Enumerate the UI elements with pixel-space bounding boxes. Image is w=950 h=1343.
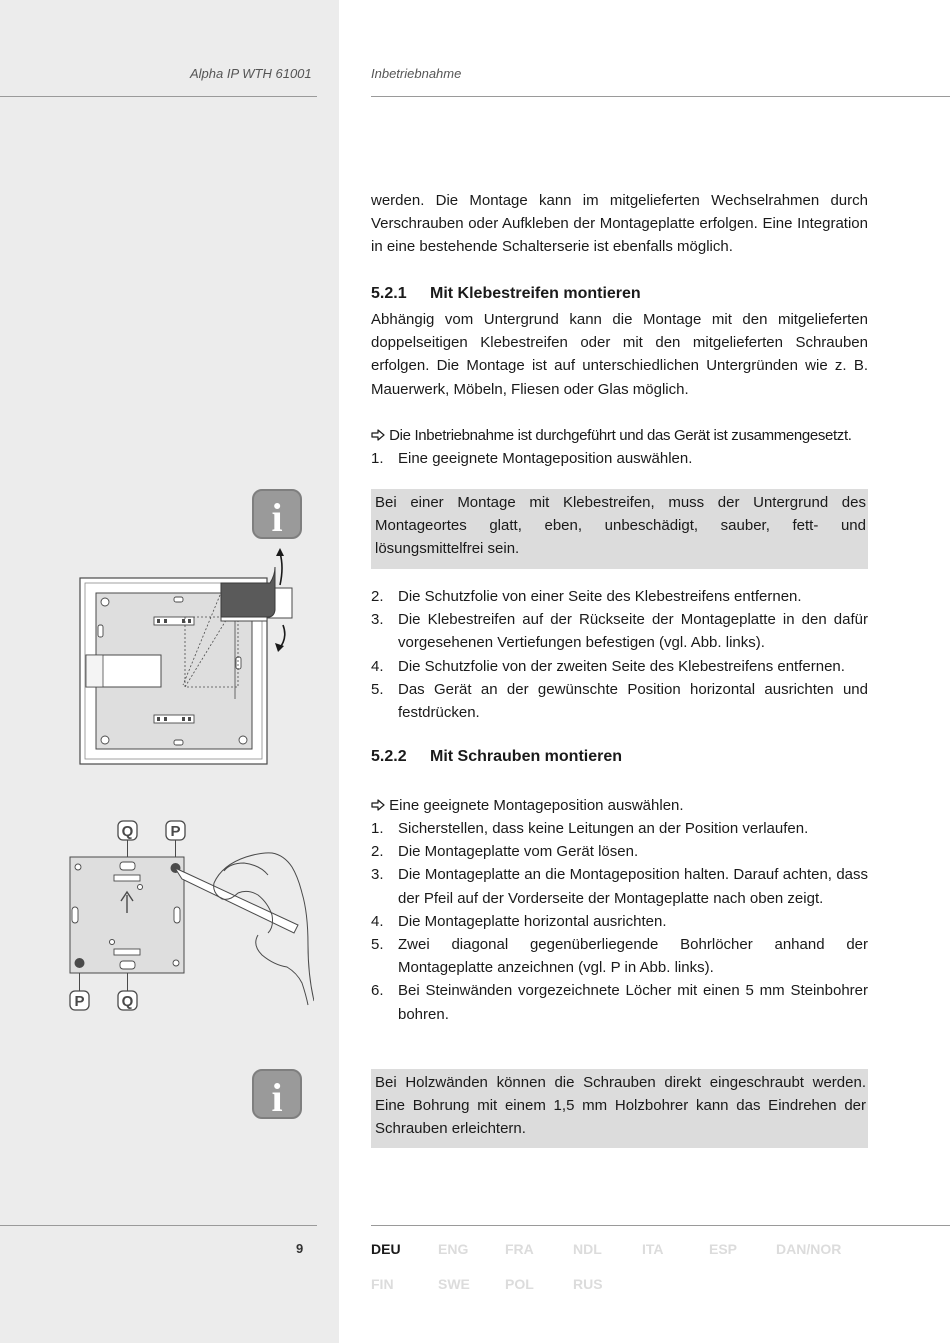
arrow-right-icon [371,429,385,441]
intro-paragraph: werden. Die Montage kann im mitgelieferten Wechselrahmen durch Verschrauben oder Aufkleben der Montageplatte erfolgen. Eine Integration in eine bestehende Schalterserie ist ebenfalls möglich. [371,192,868,256]
step-text: Die Schutzfolie von der zweiten Seite des Klebestreifens entfernen. [398,657,845,675]
pencil [175,868,298,933]
language-link-fra[interactable]: FRA [505,1241,534,1257]
screw-mounting-figure [62,815,314,1015]
section-heading-522 [371,748,622,766]
step-item [371,447,868,470]
language-link-swe[interactable]: SWE [438,1276,470,1292]
info-icon [252,489,302,539]
step-number: 3. [371,866,384,884]
language-link-rus[interactable]: RUS [573,1276,603,1292]
step-text: Die Schutzfolie von einer Seite des Klebestreifens entfernen. [398,588,802,605]
label-p-top: P [170,823,181,840]
note-wood-text: Bei Holzwänden können die Schrauben direkt eingeschraubt werden. Eine Bohrung mit einem 1,5 mm Holzbohrer kann das Eindrehen der Schrauben erleichtern. [375,1074,866,1138]
info-icon [252,1069,302,1119]
language-link-ita[interactable]: ITA [642,1241,664,1257]
header-section: Inbetriebnahme [371,66,462,81]
step-item [371,910,868,933]
step-text: Bei Steinwänden vorgezeichnete Löcher mit einen 5 mm Steinbohrer bohren. [398,982,868,1023]
info-glyph: i [271,495,283,539]
step-number: 2. [371,843,384,861]
language-link-fin[interactable]: FIN [371,1276,394,1292]
precondition-text: Eine geeignete Montageposition auswählen. [389,797,684,814]
step-text: Sicherstellen, dass keine Leitungen an der Position verlaufen. [398,820,809,837]
language-link-esp[interactable]: ESP [709,1241,738,1257]
header-product: Alpha IP WTH 61001 [190,66,312,81]
label-q-top: Q [121,823,134,840]
s522-steps [371,817,868,1026]
step-number: 4. [371,657,384,675]
step-number: 4. [371,912,384,930]
step-item [371,678,868,724]
language-link-deu[interactable]: DEU [371,1241,401,1257]
step-number: 1. [371,820,384,837]
section-title: Mit Schrauben montieren [430,748,623,765]
section-number: 5.2.2 [371,748,407,765]
step-text: Das Gerät an der gewünschte Position horizontal ausrichten und festdrücken. [398,680,868,722]
step-text: Die Montageplatte an die Montageposition halten. Darauf achten, dass der Pfeil auf der Vorderseite der Montageplatte nach oben zeigt. [398,866,868,907]
header-rule-left [0,96,317,97]
step-item [371,817,868,840]
step-item [371,840,868,863]
note-adhesive [371,489,868,569]
section-heading-521 [371,285,641,303]
footer-rule-left [0,1225,317,1226]
language-link-eng[interactable]: ENG [438,1241,469,1257]
step-text: Zwei diagonal gegenüberliegende Bohrlöcher anhand der Montageplatte anzeichnen (vgl. P in Abb. links). [398,936,868,977]
language-link-pol[interactable]: POL [505,1276,534,1292]
hand [214,853,314,1005]
note-adhesive-text: Bei einer Montage mit Klebestreifen, muss der Untergrund des Montageortes glatt, eben, unbeschädigt, sauber, fett- und lösungsmittelfrei sein. [375,494,866,558]
label-q-bottom: Q [121,993,134,1010]
step-text: Die Klebestreifen auf der Rückseite der Montageplatte in den dafür vorgesehenen Vertiefungen befestigen (vgl. Abb. links). [398,611,868,652]
s521-precondition [371,424,891,447]
intro-block [371,189,868,259]
s521-steps-a [371,447,868,470]
label-p-bottom: P [74,993,85,1010]
footer-rule-right [371,1225,950,1226]
step-item [371,655,868,678]
step-number: 6. [371,982,384,1000]
step-item [371,979,868,1025]
step-number: 3. [371,611,384,629]
step-number: 5. [371,936,384,954]
note-wood [371,1069,868,1148]
adhesive-mounting-figure [78,545,303,770]
step-text: Die Montageplatte vom Gerät lösen. [398,843,639,861]
section-number: 5.2.1 [371,285,407,302]
page-number: 9 [296,1241,304,1256]
s521-block [371,308,868,401]
mounting-plate [70,857,184,973]
s522-precondition [371,794,891,817]
language-link-dan-nor[interactable]: DAN/NOR [776,1241,842,1257]
s521-paragraph: Abhängig vom Untergrund kann die Montage mit den mitgelieferten doppelseitigen Klebestreifen oder mit den mitgelieferten Schrauben erfolgen. Die Montage ist auf unterschiedlichen Untergründen wie z. B. Mauerwerk, Möbeln, Fliesen oder Glas möglich. [371,311,868,398]
step-item [371,608,868,654]
precondition-text: Die Inbetriebnahme ist durchgeführt und das Gerät ist zusammengesetzt. [389,427,852,444]
step-number: 5. [371,680,384,698]
adhesive-strip [221,567,275,617]
info-glyph: i [271,1075,283,1119]
step-item [371,863,868,909]
step-number: 1. [371,450,384,467]
section-title: Mit Klebestreifen montieren [430,285,641,302]
language-link-ndl[interactable]: NDL [573,1241,602,1257]
step-number: 2. [371,588,384,605]
step-item [371,585,868,608]
step-text: Eine geeignete Montageposition auswählen. [398,450,693,467]
s521-steps-b [371,585,868,724]
step-item [371,933,868,979]
arrow-right-icon [371,799,385,811]
header-rule-right [371,96,950,97]
step-text: Die Montageplatte horizontal ausrichten. [398,912,667,930]
